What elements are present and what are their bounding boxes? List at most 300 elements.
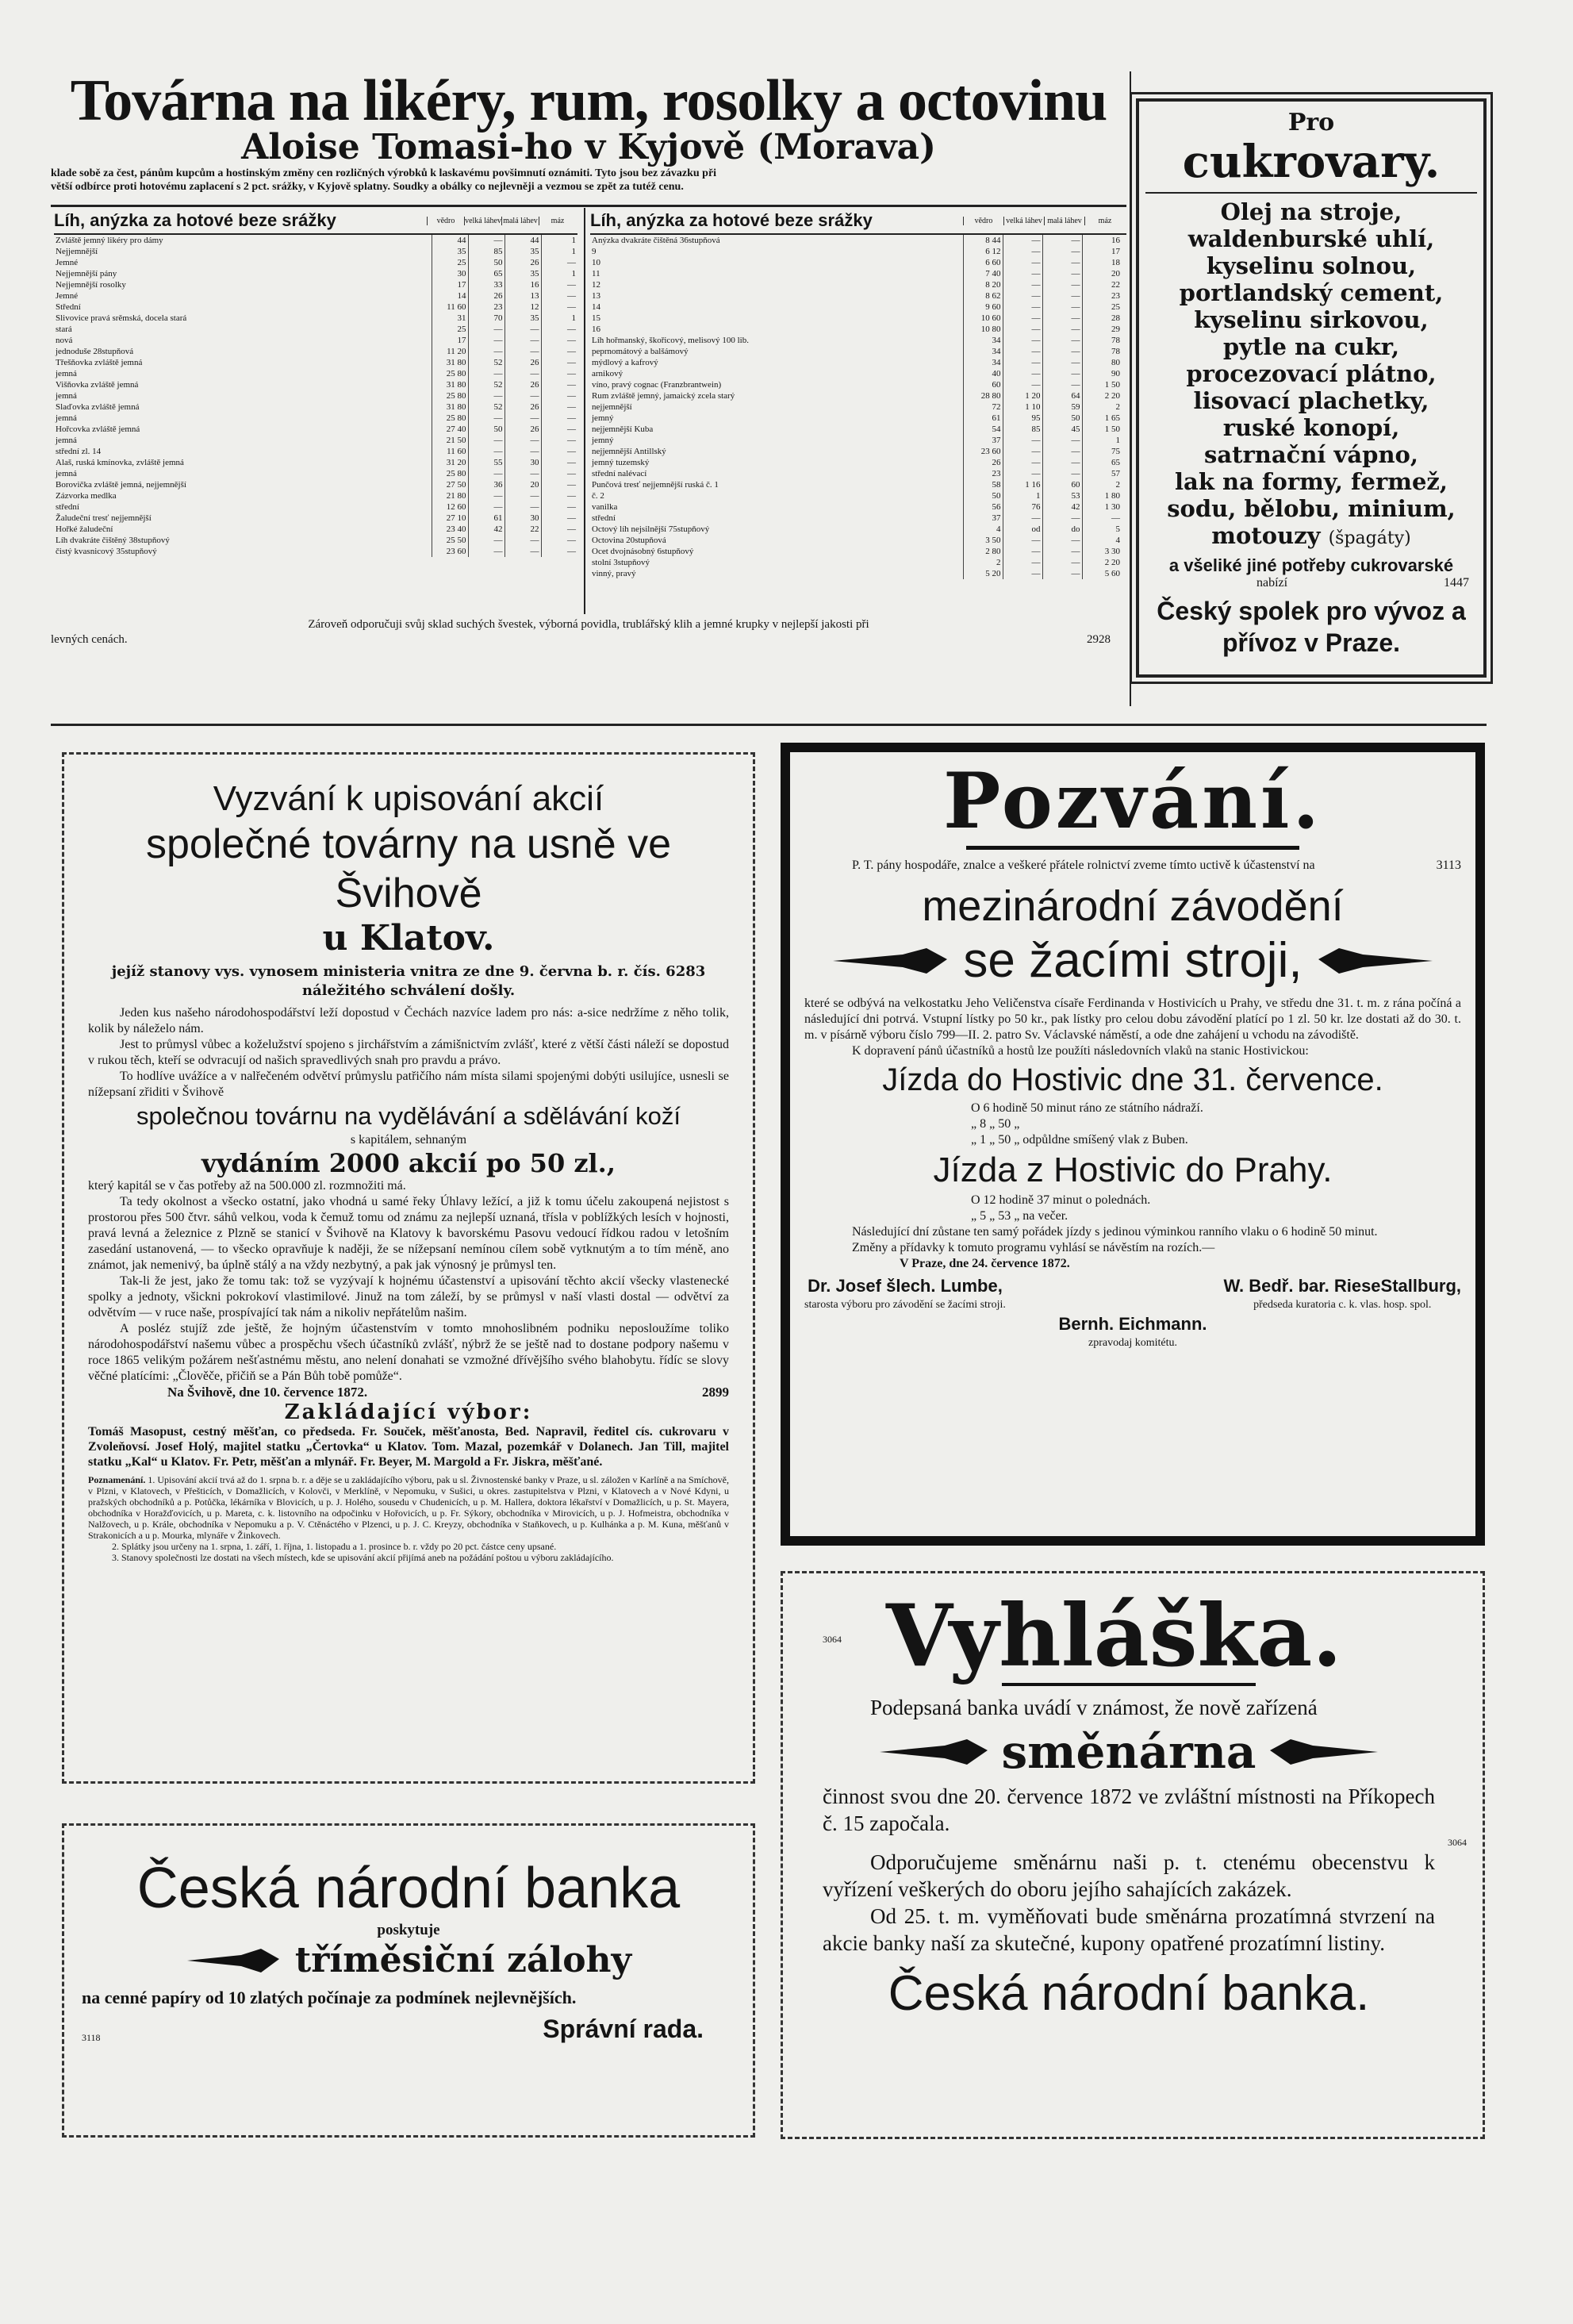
price-name: mýdlový a kafrový [592, 358, 658, 367]
price-maz: — [541, 446, 577, 457]
price-mala-lahev: 42 [1042, 501, 1082, 513]
price-maz: 1 50 [1082, 379, 1122, 390]
price-row [54, 435, 577, 446]
price-row [590, 435, 1122, 446]
price-velka-lahev: — [1003, 324, 1042, 335]
liquor-ad [51, 70, 1126, 720]
price-maz: 1 [1082, 435, 1122, 446]
price-vedro: 9 60 [963, 302, 1003, 313]
price-mala-lahev: 53 [1042, 490, 1082, 501]
price-row [54, 446, 577, 457]
price-vedro: 8 20 [963, 279, 1003, 290]
price-maz: — [541, 546, 577, 557]
price-vedro: 8 44 [963, 235, 1003, 246]
price-maz: 78 [1082, 346, 1122, 357]
price-row [590, 257, 1122, 268]
cukrovary-item: lisovací plachetky, [1193, 387, 1429, 414]
price-velka-lahev: 52 [468, 401, 505, 413]
price-mala-lahev: — [1042, 235, 1082, 246]
cukrovary-item: kyselinu solnou, [1206, 252, 1417, 279]
price-mala-lahev: — [1042, 257, 1082, 268]
price-mala-lahev: 13 [505, 290, 541, 302]
price-maz: 75 [1082, 446, 1122, 457]
price-row [590, 346, 1122, 357]
price-row [590, 290, 1122, 302]
svihov-code: 2899 [702, 1385, 729, 1400]
price-velka-lahev: — [1003, 257, 1042, 268]
price-row [590, 468, 1122, 479]
col-head-mala-r: malá láhev [1044, 217, 1084, 225]
price-maz: — [541, 324, 577, 335]
svihov-note-block [88, 1474, 729, 1563]
price-vedro: 10 60 [963, 313, 1003, 324]
price-mala-lahev: 16 [505, 279, 541, 290]
price-mala-lahev: — [505, 346, 541, 357]
price-name: stará [56, 325, 72, 334]
price-vedro: 2 80 [963, 546, 1003, 557]
liquor-ad-intro-1: klade sobě za čest, pánům kupcům a hostinským změny cen rozličných výrobků k laskavému povšimnutí oznámiti. Tyto jsou bez závazku při [51, 167, 717, 179]
price-mala-lahev: — [1042, 346, 1082, 357]
price-name: jemný [592, 436, 614, 445]
price-row [54, 379, 577, 390]
price-mala-lahev: — [1042, 457, 1082, 468]
price-maz: 4 [1082, 535, 1122, 546]
price-velka-lahev: 1 [1003, 490, 1042, 501]
price-velka-lahev: 26 [468, 290, 505, 302]
price-mala-lahev: — [1042, 368, 1082, 379]
price-row [590, 335, 1122, 346]
price-vedro: 25 [432, 324, 468, 335]
price-mala-lahev: 35 [505, 313, 541, 324]
price-maz: — [541, 401, 577, 413]
pozvani-event-2: se žacími stroji, [963, 933, 1303, 988]
right-price-table [590, 235, 1122, 579]
price-name: Octový líh nejsilnější 75stupňový [592, 524, 710, 534]
price-mala-lahev: 35 [505, 268, 541, 279]
price-vedro: 21 80 [432, 490, 468, 501]
price-mala-lahev: — [1042, 446, 1082, 457]
price-velka-lahev: — [1003, 446, 1042, 457]
price-mala-lahev: 50 [1042, 413, 1082, 424]
price-mala-lahev: — [1042, 290, 1082, 302]
price-row [590, 457, 1122, 468]
price-vedro: 23 60 [432, 546, 468, 557]
pozvani-sig-2-name: W. Bedř. bar. RieseStallburg, [1223, 1276, 1461, 1296]
pozvani-code: 3113 [1436, 859, 1461, 872]
svihov-note-2: 2. Splátky jsou určeny na 1. srpna, 1. září, 1. října, 1. listopadu a 1. prosince b. r. vždy po 20 pct. částce ceny upsané. [112, 1541, 557, 1552]
price-maz: — [541, 501, 577, 513]
price-velka-lahev: — [468, 435, 505, 446]
pozvani-body-3: Následující dní zůstane ten samý pořádek jízdy s jedinou výminkou ranního vlaku o 6 hodině 50 minut. [852, 1225, 1378, 1239]
price-row [590, 413, 1122, 424]
price-name: Nejjemnější pány [56, 269, 117, 278]
price-name: jednoduše 28stupňová [56, 347, 134, 356]
price-velka-lahev: 76 [1003, 501, 1042, 513]
vyhlaska-signer: Česká národní banka. [888, 1966, 1370, 2021]
pozvani-trip-2-line-2: „ 5 „ 53 „ na večer. [971, 1209, 1068, 1223]
price-name: střední zl. 14 [56, 447, 102, 456]
price-mala-lahev: — [505, 413, 541, 424]
price-row [54, 357, 577, 368]
price-row [590, 313, 1122, 324]
price-mala-lahev: — [505, 468, 541, 479]
pozvani-trip-1-line-2: „ 8 „ 50 „ [971, 1117, 1020, 1131]
price-maz: — [541, 457, 577, 468]
col-head-maz-r: máz [1084, 217, 1125, 225]
price-vedro: 44 [432, 235, 468, 246]
price-row [590, 546, 1122, 557]
price-row [54, 335, 577, 346]
pozvani-sig-1-name: Dr. Josef šlech. Lumbe, [808, 1276, 1003, 1296]
price-name: arnikový [592, 369, 623, 378]
price-maz: 22 [1082, 279, 1122, 290]
price-velka-lahev: 36 [468, 479, 505, 490]
price-row [590, 368, 1122, 379]
pozvani-sig-2-role: předseda kuratoria c. k. vlas. hosp. spol. [1253, 1299, 1432, 1311]
price-vedro: 35 [432, 246, 468, 257]
price-name: 13 [592, 291, 600, 301]
price-velka-lahev: — [1003, 268, 1042, 279]
price-maz: 90 [1082, 368, 1122, 379]
price-mala-lahev: 30 [505, 457, 541, 468]
pozvani-trip-1-line-1: O 6 hodině 50 minut ráno ze státního nádraží. [971, 1101, 1203, 1115]
price-velka-lahev: — [468, 546, 505, 557]
price-maz: 5 [1082, 524, 1122, 535]
price-name: Alaš, ruská kmínovka, zvláště jemná [56, 458, 184, 467]
price-velka-lahev: 1 20 [1003, 390, 1042, 401]
price-maz: 1 [541, 313, 577, 324]
price-maz: 1 30 [1082, 501, 1122, 513]
price-mala-lahev: — [1042, 324, 1082, 335]
liquor-ad-subtitle: Aloise Tomasi-ho v Kyjově (Morava) [241, 127, 936, 167]
price-maz: 25 [1082, 302, 1122, 313]
price-name: Líh dvakráte čištěný 38stupňový [56, 536, 170, 545]
vyhlaska-code: 3064 [823, 1634, 842, 1645]
price-vedro: 27 10 [432, 513, 468, 524]
price-maz: 28 [1082, 313, 1122, 324]
price-vedro: 28 80 [963, 390, 1003, 401]
svihov-para-2: Jest to průmysl vůbec a koželužství spojeno s jirchářstvím a zámišnictvím zvlášť, které z větší části náleží se dopostud v rukou těch, kteří se odvracují od našich spravedlivých snah pro pravdu a právo. [88, 1038, 729, 1067]
price-row [54, 235, 577, 246]
price-mala-lahev: 44 [505, 235, 541, 246]
price-name: vinný, pravý [592, 569, 636, 578]
price-velka-lahev: 50 [468, 424, 505, 435]
svihov-para-1: Jeden kus našeho národohospodářství leží dopostud v Čechách nazvíce ladem pro nás: a-sice nedržíme z něho tolik, kolik by náleželo nám. [88, 1006, 729, 1035]
svihov-para-5: který kapitál se v čas potřeby až na 500.000 zl. rozmnožiti má. [88, 1179, 406, 1193]
price-mala-lahev: 12 [505, 302, 541, 313]
price-maz: — [541, 346, 577, 357]
price-row [590, 501, 1122, 513]
price-vedro: 4 [963, 524, 1003, 535]
price-velka-lahev: — [468, 368, 505, 379]
price-velka-lahev: od [1003, 524, 1042, 535]
cukrovary-motouzy-note: (špagáty) [1328, 528, 1411, 548]
price-maz: 65 [1082, 457, 1122, 468]
price-velka-lahev: — [1003, 435, 1042, 446]
price-name: střední nalévací [592, 469, 647, 478]
price-name: 11 [592, 269, 600, 278]
price-mala-lahev: 26 [505, 401, 541, 413]
pozvani-intro: P. T. pány hospodáře, znalce a veškeré přátele rolnictví zveme tímto uctivě k účastenství na [852, 859, 1315, 872]
left-price-table [54, 235, 577, 557]
cukrovary-items [1145, 198, 1477, 552]
col-head-velka: velká láhev [465, 216, 501, 225]
price-vedro: 21 50 [432, 435, 468, 446]
pozvani-body-4: Změny a přídavky k tomuto programu vyhlásí se návěstím na rozích.— [852, 1241, 1215, 1254]
price-velka-lahev: — [468, 468, 505, 479]
price-row [54, 302, 577, 313]
price-mala-lahev: — [1042, 302, 1082, 313]
price-velka-lahev: 33 [468, 279, 505, 290]
price-velka-lahev: 70 [468, 313, 505, 324]
svihov-big-1: společnou továrnu na vydělávání a sdělávání koží [136, 1102, 681, 1130]
price-maz: 17 [1082, 246, 1122, 257]
price-maz: — [541, 290, 577, 302]
right-price-header: Líh, anýzka za hotové beze srážky [590, 210, 873, 230]
price-vedro: 23 40 [432, 524, 468, 535]
price-name: nejjemnější [592, 402, 632, 412]
price-row [54, 346, 577, 357]
price-row [590, 535, 1122, 546]
price-row [590, 479, 1122, 490]
price-vedro: 17 [432, 279, 468, 290]
price-maz: 2 [1082, 401, 1122, 413]
banka-poskytuje: poskytuje [377, 1922, 440, 1938]
price-name: nejjemnější Kuba [592, 424, 654, 434]
price-row [54, 257, 577, 268]
price-velka-lahev: — [1003, 246, 1042, 257]
cukrovary-item: procezovací plátno, [1186, 360, 1437, 387]
cukrovary-ad [1136, 98, 1487, 678]
price-mala-lahev: 20 [505, 479, 541, 490]
pozvani-trip-1: Jízda do Hostivic dne 31. července. [882, 1062, 1383, 1097]
price-name: 15 [592, 313, 600, 323]
price-vedro: 25 [432, 257, 468, 268]
cukrovary-item: portlandský cement, [1179, 279, 1444, 306]
svihov-approval: jejíž stanovy vys. vynosem ministeria vnitra ze dne 9. června b. r. čís. 6283 náležitého schválení došly. [111, 963, 706, 999]
price-vedro: 23 [963, 468, 1003, 479]
svihov-note-1: 1. Upisování akcií trvá až do 1. srpna b. r. a děje se u zakládajícího výboru, pak u sl. Živnostenské banky v Praze, u sl. záložen v Karlíně a na Smíchově, v Plzni, v Klatovech, v Přešticích, v Domažlicích, v Kolovči, v Merklíně, v Nepomuku, v Sušici, u okres. zastupitelstva v Plzni, v Klatovech a v Nové Kdyni, u pražských obchodníků a p. Potůčka, lékárníka v Blovicích, u p. J. Holého, sousedu v Chudenicích, u p. M. Hallera, doktora lékařství v Domažlicích, u p. St. Mayera, obchodníka v Horažďovicích, u p. Mareta, c. k. listovního na odpočinku v Hořovicích, u p. Fr. Sýkory, obchodníka v Mirovicích, u p. J. Hofmeistra, obchodníka v Nalžovech, u p. Krále, obchodníka v Nepomuku a p. V. Ctěnáctého v Plzenci, u p. J. C. Kreyzy, obchodníka v Staňkovech, u p. Kulhánka a p. M. Kuna, měšťanů v Strakonicích a u p. Mourka, mlynáře v Žinkovech. [88, 1474, 730, 1541]
price-mala-lahev: — [1042, 279, 1082, 290]
price-mala-lahev: — [505, 446, 541, 457]
price-maz: — [1082, 513, 1122, 524]
price-velka-lahev: — [468, 346, 505, 357]
price-row [54, 479, 577, 490]
price-velka-lahev: — [1003, 513, 1042, 524]
price-row [54, 413, 577, 424]
price-velka-lahev: 1 16 [1003, 479, 1042, 490]
price-name: čistý kvasnicový 35stupňový [56, 547, 157, 556]
price-vedro: 25 80 [432, 390, 468, 401]
price-row [590, 401, 1122, 413]
price-vedro: 17 [432, 335, 468, 346]
banka-zalohy-ad [62, 1823, 755, 2138]
price-row [54, 368, 577, 379]
price-row [590, 513, 1122, 524]
price-name: 14 [592, 302, 600, 312]
price-name: jemný tuzemský [592, 458, 650, 467]
cukrovary-code: 1447 [1444, 576, 1469, 590]
price-name: Rum zvláště jemný, jamaický zcela starý [592, 391, 735, 401]
price-maz: 29 [1082, 324, 1122, 335]
price-maz: 1 50 [1082, 424, 1122, 435]
svihov-big-2: vydáním 2000 akcií po 50 zl., [201, 1148, 616, 1178]
price-vedro: 6 12 [963, 246, 1003, 257]
price-name: Slaďovka zvláště jemná [56, 402, 140, 412]
price-maz: 1 [541, 246, 577, 257]
price-velka-lahev: — [468, 390, 505, 401]
liquor-ad-title: Továrna na likéry, rum, rosolky a octovinu [70, 68, 1107, 133]
price-row [590, 324, 1122, 335]
price-name: jemná [56, 413, 77, 423]
price-vedro: 11 60 [432, 446, 468, 457]
price-row [590, 568, 1122, 579]
col-head-velka-r: velká láhev [1003, 217, 1044, 225]
price-vedro: 2 [963, 557, 1003, 568]
price-velka-lahev: 1 10 [1003, 401, 1042, 413]
cukrovary-item: Olej na stroje, [1220, 198, 1402, 225]
price-mala-lahev: 45 [1042, 424, 1082, 435]
price-velka-lahev: — [1003, 357, 1042, 368]
price-vedro: 7 40 [963, 268, 1003, 279]
price-name: Hořcovka zvláště jemná [56, 424, 140, 434]
price-name: Střední [56, 302, 81, 312]
price-mala-lahev: 26 [505, 257, 541, 268]
price-maz: 2 [1082, 479, 1122, 490]
price-maz: 3 30 [1082, 546, 1122, 557]
price-velka-lahev: — [1003, 235, 1042, 246]
svihov-title-2: společné továrny na usně ve Švihově [146, 821, 671, 916]
price-name: Líh hořmanský, škořicový, melisový 100 lib. [592, 336, 749, 345]
price-vedro: 27 40 [432, 424, 468, 435]
price-row [54, 246, 577, 257]
pozvani-sig-1-role: starosta výboru pro závodění se žacími stroji. [804, 1299, 1006, 1311]
price-velka-lahev: — [468, 490, 505, 501]
price-name: 12 [592, 280, 600, 290]
price-velka-lahev: 52 [468, 379, 505, 390]
price-maz: 57 [1082, 468, 1122, 479]
price-mala-lahev: 26 [505, 379, 541, 390]
price-mala-lahev: 64 [1042, 390, 1082, 401]
price-mala-lahev: — [1042, 468, 1082, 479]
col-head-mala: malá láhev [501, 217, 539, 225]
price-vedro: 40 [963, 368, 1003, 379]
price-velka-lahev: 85 [468, 246, 505, 257]
price-maz: 1 [541, 235, 577, 246]
price-velka-lahev: 50 [468, 257, 505, 268]
price-row [54, 290, 577, 302]
price-row [54, 513, 577, 524]
price-vedro: 23 60 [963, 446, 1003, 457]
price-name: nová [56, 336, 73, 345]
price-velka-lahev: — [1003, 568, 1042, 579]
price-name: Zvláště jemný likéry pro dámy [56, 236, 163, 245]
col-head-maz: máz [539, 217, 576, 225]
price-velka-lahev: — [1003, 468, 1042, 479]
vyhlaska-code-2: 3064 [1448, 1837, 1467, 1848]
price-row [590, 235, 1122, 246]
price-maz: 2 20 [1082, 557, 1122, 568]
price-vedro: 30 [432, 268, 468, 279]
price-mala-lahev: — [1042, 246, 1082, 257]
price-maz: 23 [1082, 290, 1122, 302]
price-vedro: 31 80 [432, 379, 468, 390]
price-vedro: 31 80 [432, 401, 468, 413]
price-velka-lahev: 95 [1003, 413, 1042, 424]
price-name: Ocet dvojnásobný 6stupňový [592, 547, 694, 556]
price-maz: — [541, 435, 577, 446]
price-name: Nejjemnější [56, 247, 98, 256]
svihov-para-8: A posléz stujíž zde ještě, že hojným účastenstvím v tomto mnohoslibném podniku neposloužíme toliko národohospodářství našemu vůbec a prospěchu všech účastníků zvlášť, nýbrž že se ještě nad to dostane podpory našemu v roce 1865 velikým požárem nešťastnému městu, ano nelení donahati se vzmožné dřívějšího svého blahobytu. řídíc se slovy věčné platícími: „Člověče, přičiň se a Pán Bůh tobě pomůže“. [88, 1322, 729, 1383]
price-maz: — [541, 468, 577, 479]
cukrovary-item: ruské konopí, [1222, 414, 1400, 441]
price-row [54, 424, 577, 435]
vyhlaska-title: Vyhláška. [886, 1586, 1342, 1686]
price-name: č. 2 [592, 491, 604, 501]
liquor-ad-intro-2: větší odbírce proti hotovému zaplacení s 2 pct. srážky, v Kyjově splatny. Soudky a obálky co nejlevněji a vezmou se zpět za tutéž cenu. [51, 181, 684, 193]
price-velka-lahev: — [468, 335, 505, 346]
price-mala-lahev: — [505, 335, 541, 346]
pozvani-sig-3-name: Bernh. Eichmann. [1058, 1314, 1207, 1334]
price-name: 9 [592, 247, 597, 256]
right-price-column [590, 208, 1126, 579]
price-mala-lahev: — [505, 501, 541, 513]
pozvani-ad [781, 743, 1485, 1546]
price-row [54, 324, 577, 335]
pozvani-trip-1-line-3: „ 1 „ 50 „ odpůldne smíšený vlak z Buben. [971, 1133, 1188, 1147]
svihov-note-3: 3. Stanovy společnosti lze dostati na všech místech, kde se upisování akcií přijímá aneb na požádání poštou u výboru zakládajícího. [112, 1552, 614, 1563]
price-vedro: 25 80 [432, 468, 468, 479]
price-maz: — [541, 368, 577, 379]
price-maz: — [541, 479, 577, 490]
cukrovary-item: lak na formy, fermež, [1175, 468, 1448, 495]
price-name: 10 [592, 258, 600, 267]
price-vedro: 6 60 [963, 257, 1003, 268]
price-maz: — [541, 490, 577, 501]
left-price-column [54, 208, 577, 557]
price-mala-lahev: 22 [505, 524, 541, 535]
price-vedro: 31 80 [432, 357, 468, 368]
price-velka-lahev: — [1003, 379, 1042, 390]
price-maz: — [541, 413, 577, 424]
price-row [590, 557, 1122, 568]
svihov-para-3: To hodlíve uvážíce a v nalřečeném odvětví průmyslu patřičího nám místa silami spojenými dobýti usilujíce, usnesli se nížepsaní zřiditi v Švihově [88, 1070, 729, 1099]
price-vedro: 25 80 [432, 368, 468, 379]
svihov-title-3: u Klatov. [322, 918, 495, 958]
price-maz: 78 [1082, 335, 1122, 346]
price-mala-lahev: do [1042, 524, 1082, 535]
price-vedro: 25 50 [432, 535, 468, 546]
price-velka-lahev: — [468, 535, 505, 546]
price-name: Anýzka dvakráte čištěná 36stupňová [592, 236, 720, 245]
price-name: Žaludeční tresť nejjemnější [56, 513, 152, 523]
price-row [54, 490, 577, 501]
price-velka-lahev: — [1003, 335, 1042, 346]
price-name: Hořké žaludeční [56, 524, 113, 534]
price-mala-lahev: — [1042, 557, 1082, 568]
price-mala-lahev: — [505, 535, 541, 546]
price-vedro: 72 [963, 401, 1003, 413]
price-mala-lahev: — [1042, 357, 1082, 368]
price-vedro: 11 20 [432, 346, 468, 357]
price-name: Zázvorka medlka [56, 491, 117, 501]
price-row [54, 468, 577, 479]
pointing-hand-left-icon [1315, 943, 1434, 978]
price-vedro: 3 50 [963, 535, 1003, 546]
price-maz: — [541, 524, 577, 535]
liquor-footer-code: 2928 [1087, 633, 1111, 646]
price-mala-lahev: — [505, 324, 541, 335]
